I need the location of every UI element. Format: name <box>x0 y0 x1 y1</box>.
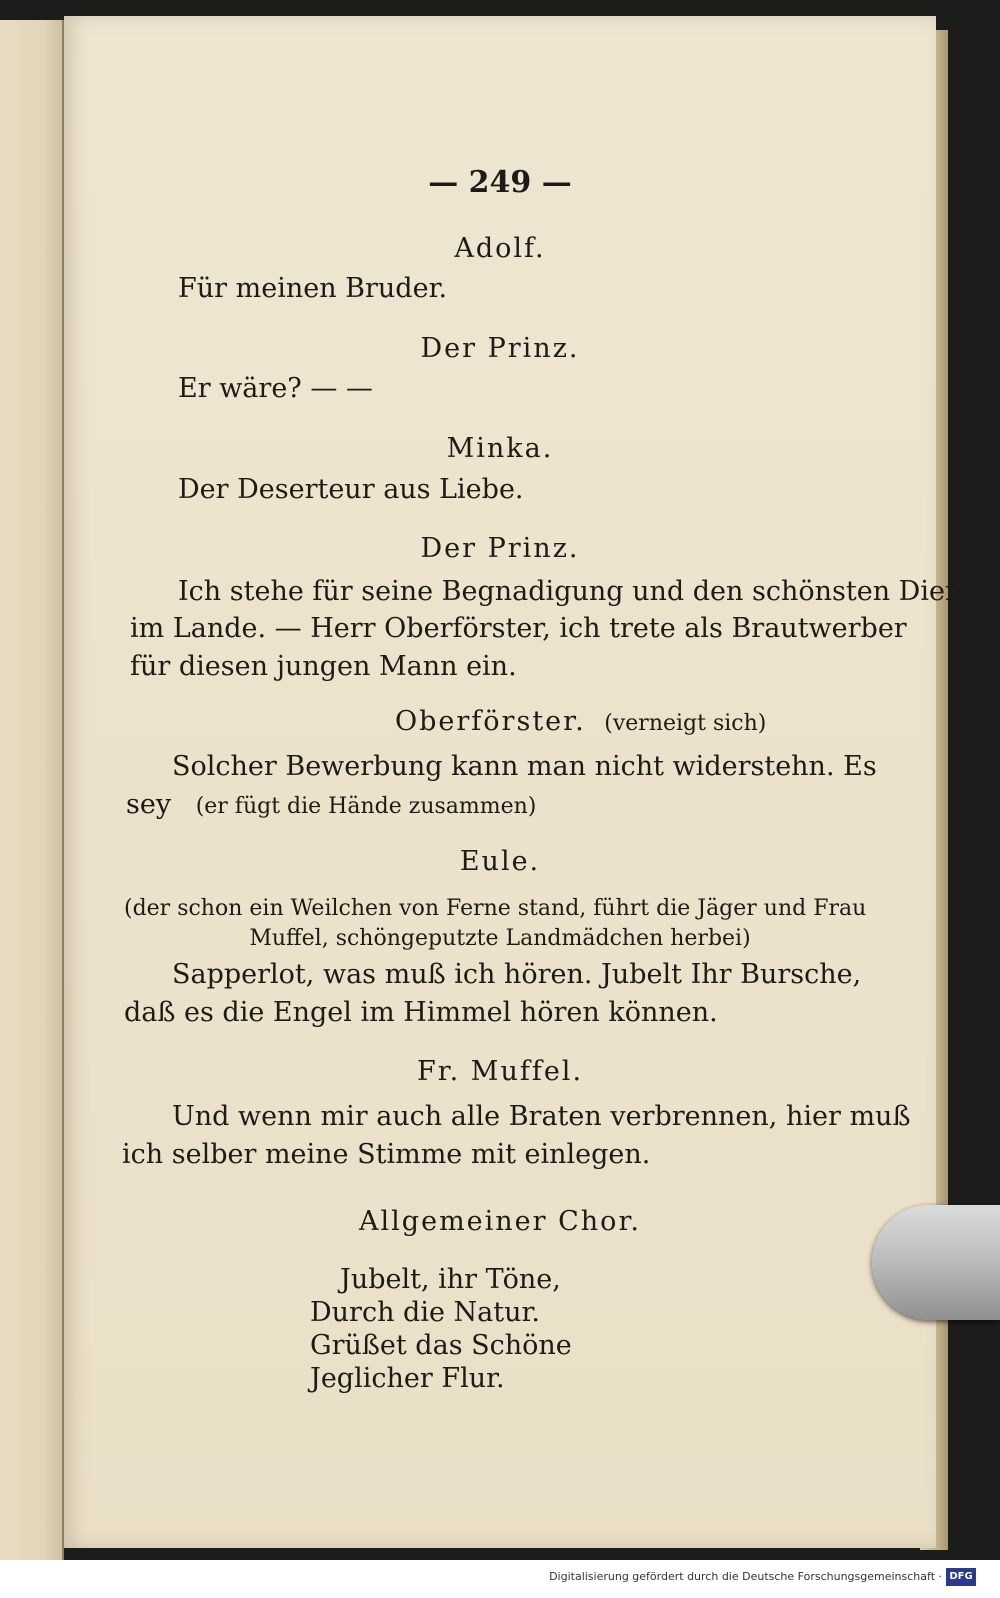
stage-direction: (er fügt die Hände zusammen) <box>195 794 537 819</box>
stage-direction-line: (der schon ein Weilchen von Ferne stand, führt die Jäger und Frau <box>124 896 867 921</box>
speaker-name: Der Prinz. <box>420 533 580 564</box>
speech-fragment: sey <box>126 789 172 820</box>
page-number: — 249 — <box>428 165 572 200</box>
speech-line: daß es die Engel im Himmel hören können. <box>124 997 718 1028</box>
speaker-name: Allgemeiner Chor. <box>359 1206 641 1237</box>
speaker-name: Adolf. <box>454 233 546 264</box>
dfg-logo: DFG <box>946 1568 976 1586</box>
speaker-name: Der Prinz. <box>420 333 580 364</box>
speech-line: Solcher Bewerbung kann man nicht widerstehn. Es <box>172 751 877 782</box>
speech-line: Für meinen Bruder. <box>178 273 448 304</box>
stage-direction: (verneigt sich) <box>604 711 767 736</box>
speech-line: Er wäre? — — <box>178 373 373 404</box>
speaker-name: Eule. <box>459 846 541 877</box>
digitization-footer <box>0 1560 1000 1598</box>
speaker-name: Oberförster. <box>395 706 586 737</box>
speech-line: Und wenn mir auch alle Braten verbrennen, hier muß <box>172 1101 911 1132</box>
speech-line: Der Deserteur aus Liebe. <box>178 474 524 505</box>
speaker-name-with-direction <box>395 705 766 741</box>
speech-line: ich selber meine Stimme mit einlegen. <box>122 1139 651 1170</box>
speaker-name: Fr. Muffel. <box>416 1056 584 1087</box>
verse-line: Jeglicher Flur. <box>310 1363 505 1394</box>
speech-line: Ich stehe für seine Begnadigung und den schönsten Dienst <box>178 576 988 607</box>
speech-line-with-direction <box>126 788 536 824</box>
speech-line: Sapperlot, was muß ich hören. Jubelt Ihr Bursche, <box>172 959 862 990</box>
speech-line: für diesen jungen Mann ein. <box>130 651 517 682</box>
funding-credit: Digitalisierung gefördert durch die Deutsche Forschungsgemeinschaft · <box>549 1570 942 1583</box>
verse-line: Grüßet das Schöne <box>310 1330 572 1361</box>
speech-line: im Lande. — Herr Oberförster, ich trete als Brautwerber <box>130 613 907 644</box>
speaker-name: Minka. <box>446 433 554 464</box>
verse-line: Durch die Natur. <box>310 1297 541 1328</box>
stage-direction-line: Muffel, schöngeputzte Landmädchen herbei) <box>249 926 751 951</box>
verse-line: Jubelt, ihr Töne, <box>340 1264 561 1295</box>
